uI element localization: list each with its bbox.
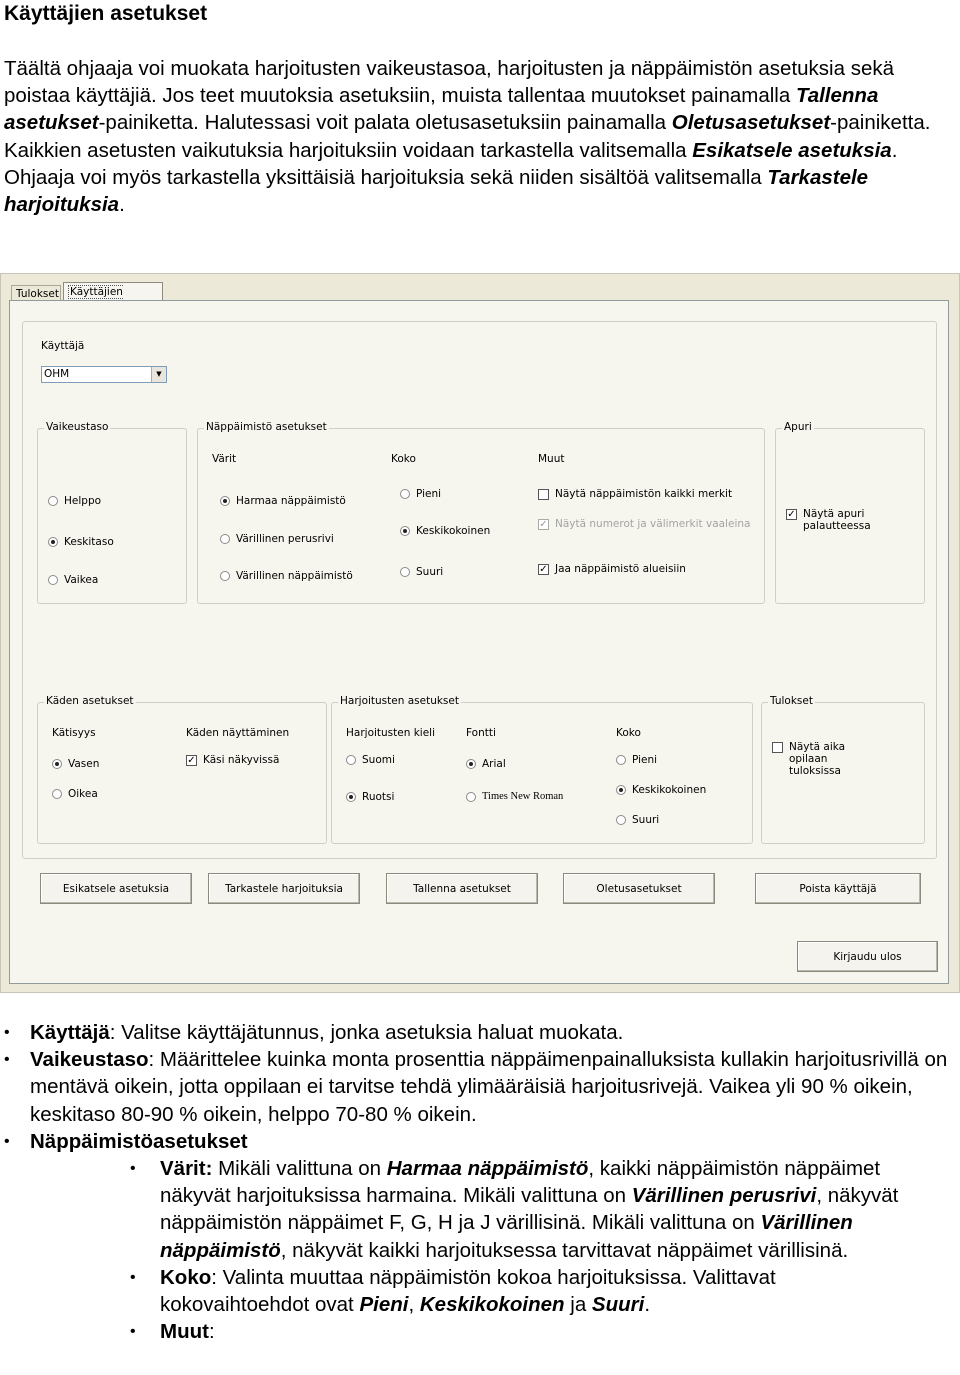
font-arial-radio[interactable]: Arial [466, 758, 506, 770]
hand-group [37, 695, 327, 844]
hand-display-label: Käden näyttäminen [186, 727, 290, 739]
checkbox-icon[interactable] [538, 489, 549, 500]
hand-visible-checkbox[interactable]: ✓ Käsi näkyvissä [187, 754, 280, 766]
keyboard-size-medium[interactable]: Keskikokoinen [400, 525, 490, 537]
show-helper-checkbox[interactable]: ✓ Näytä apuri palautteessa [787, 508, 871, 532]
intro-paragraph: Täältä ohjaaja voi muokata harjoitusten vaikeustasoa, harjoitusten ja näppäimistön asetuksia sekä poistaa käyttäjiä. Jos teet muutoksia asetuksiin, muista tallentaa muutokset painamalla Tallenna asetukset-painiketta. Halutessasi voit palata oletusasetuksiin painamalla Oletusasetukset-painiketta. Kaikkien asetusten vaikutuksia harjoituksiin voidaan tarkastella valitsemalla Esikatsele asetuksia. Ohjaaja voi myös tarkastella yksittäisiä harjoituksia sekä niiden sisältöä valitsemalla Tarkastele harjoituksia. [4, 57, 931, 217]
checkmark-icon[interactable]: ✓ [187, 755, 196, 766]
show-numbers-light-checkbox: ✓ Näytä numerot ja välimerkit vaaleina [539, 518, 751, 530]
settings-description-list [0, 1019, 960, 1345]
exercise-size-large[interactable]: Suuri [616, 814, 659, 826]
default-settings-button[interactable]: Oletusasetukset [563, 873, 715, 904]
radio-icon[interactable] [48, 496, 58, 506]
user-select[interactable]: OHM ▼ [41, 366, 167, 383]
hand-legend: Käden asetukset [46, 695, 134, 707]
chevron-down-icon[interactable]: ▼ [151, 367, 166, 382]
preview-button-reference: Esikatsele asetuksia [692, 138, 892, 162]
preview-settings-button[interactable]: Esikatsele asetuksia [40, 873, 192, 904]
checkbox-icon[interactable] [772, 742, 783, 753]
difficulty-group [37, 421, 187, 604]
radio-selected-icon[interactable] [400, 526, 410, 536]
delete-user-button[interactable]: Poista käyttäjä [755, 873, 921, 904]
save-button-reference: Tallenna asetukset [4, 84, 879, 135]
page-title: Käyttäjien asetukset [4, 2, 208, 25]
radio-icon[interactable] [346, 755, 356, 765]
exercise-legend: Harjoitusten asetukset [340, 695, 459, 707]
list-item-user: • Käyttäjä: Valitse käyttäjätunnus, jonka asetuksia haluat muokata. [0, 1019, 950, 1046]
radio-icon[interactable] [48, 575, 58, 585]
list-item-difficulty: • Vaikeustaso: Määrittelee kuinka monta prosenttia näppäimenpainalluksista kullakin harjoitusrivillä on mentävä oikein, jotta oppilaan ei tarvitse tehdä ylimääräisiä harjoitusrivejä. Vaikea yli 90 % oikein, keskitaso 80-90 % oikein, helppo 70-80 % oikein. [0, 1046, 950, 1128]
exercise-size-small[interactable]: Pieni [616, 754, 657, 766]
color-option-colored[interactable]: Värillinen näppäimistö [220, 570, 353, 582]
tab-panel [9, 300, 949, 984]
radio-icon[interactable] [220, 571, 230, 581]
keyboard-group [197, 421, 765, 604]
difficulty-option-hard[interactable]: Vaikea [48, 574, 98, 586]
tab-user-settings[interactable]: Käyttäjien [63, 282, 163, 300]
exercise-group [331, 695, 753, 844]
helper-legend: Apuri [784, 421, 812, 433]
radio-icon[interactable] [400, 489, 410, 499]
keyboard-size-small[interactable]: Pieni [400, 488, 441, 500]
list-item-colors: • Värit: Mikäli valittuna on Harmaa näppäimistö, kaikki näppäimistön näppäimet näkyvät harjoituksissa harmaina. Mikäli valittuna on Värillinen perusrivi, näkyvät näppäimistön näppäimet F, G, H ja J värillisinä. Mikäli valittuna on Värillinen näppäimistö, näkyvät kaikki harjoituksessa tarvittavat näppäimet värillisinä. [0, 1155, 910, 1264]
radio-selected-icon[interactable] [346, 792, 356, 802]
font-label: Fontti [466, 727, 496, 739]
hand-right-radio[interactable]: Oikea [52, 788, 98, 800]
hand-left-radio[interactable]: Vasen [52, 758, 99, 770]
list-item-size: • Koko: Valinta muuttaa näppäimistön kokoa harjoituksissa. Valittavat kokovaihtoehdot ovat Pieni, Keskikokoinen ja Suuri. [0, 1264, 910, 1318]
split-keyboard-checkbox[interactable]: ✓ Jaa näppäimistö alueisiin [539, 563, 686, 575]
other-label: Muut [538, 453, 565, 465]
radio-icon[interactable] [52, 789, 62, 799]
results-group [761, 695, 925, 844]
radio-selected-icon[interactable] [466, 759, 476, 769]
helper-group [775, 421, 925, 604]
radio-icon[interactable] [220, 534, 230, 544]
show-time-checkbox[interactable]: Näytä aika opilaan tuloksissa [772, 741, 882, 777]
radio-selected-icon[interactable] [52, 759, 62, 769]
radio-icon[interactable] [466, 792, 476, 802]
tab-results[interactable]: Tulokset [11, 285, 61, 301]
show-all-keys-checkbox[interactable]: Näytä näppäimistön kaikki merkit [538, 488, 732, 500]
logout-button[interactable]: Kirjaudu ulos [797, 941, 938, 972]
handedness-label: Kätisyys [52, 727, 96, 739]
list-item-keyboard: • Näppäimistöasetukset [0, 1128, 950, 1155]
checkmark-icon: ✓ [539, 519, 548, 530]
difficulty-option-medium[interactable]: Keskitaso [48, 536, 114, 548]
difficulty-option-easy[interactable]: Helppo [48, 495, 101, 507]
radio-selected-icon[interactable] [220, 496, 230, 506]
exercise-size-medium[interactable]: Keskikokoinen [616, 784, 706, 796]
checkmark-icon[interactable]: ✓ [787, 509, 796, 520]
radio-selected-icon[interactable] [48, 537, 58, 547]
list-item-other: • Muut: [0, 1318, 910, 1345]
exercise-size-label: Koko [616, 727, 641, 739]
inspect-exercises-button[interactable]: Tarkastele harjoituksia [208, 873, 360, 904]
results-legend: Tulokset [770, 695, 813, 707]
color-option-home-row[interactable]: Värillinen perusrivi [220, 533, 334, 545]
font-times-radio[interactable]: Times New Roman [466, 791, 563, 802]
radio-icon[interactable] [616, 755, 626, 765]
inspect-button-reference: Tarkastele harjoituksia [4, 165, 869, 217]
defaults-button-reference: Oletusasetukset [671, 111, 831, 135]
radio-icon[interactable] [400, 567, 410, 577]
checkmark-icon[interactable]: ✓ [539, 564, 548, 575]
exercise-language-label: Harjoitusten kieli [346, 727, 436, 739]
keyboard-size-large[interactable]: Suuri [400, 566, 443, 578]
radio-icon[interactable] [616, 815, 626, 825]
user-settings-group [22, 321, 937, 859]
settings-window [0, 273, 960, 993]
user-label: Käyttäjä [41, 340, 85, 352]
keyboard-legend: Näppäimistö asetukset [206, 421, 327, 433]
radio-selected-icon[interactable] [616, 785, 626, 795]
language-swedish-radio[interactable]: Ruotsi [346, 791, 394, 803]
color-option-gray[interactable]: Harmaa näppäimistö [220, 495, 346, 507]
language-finnish-radio[interactable]: Suomi [346, 754, 395, 766]
difficulty-legend: Vaikeustaso [46, 421, 109, 433]
keyboard-size-label: Koko [391, 453, 416, 465]
save-settings-button[interactable]: Tallenna asetukset [386, 873, 538, 904]
colors-label: Värit [212, 453, 237, 465]
